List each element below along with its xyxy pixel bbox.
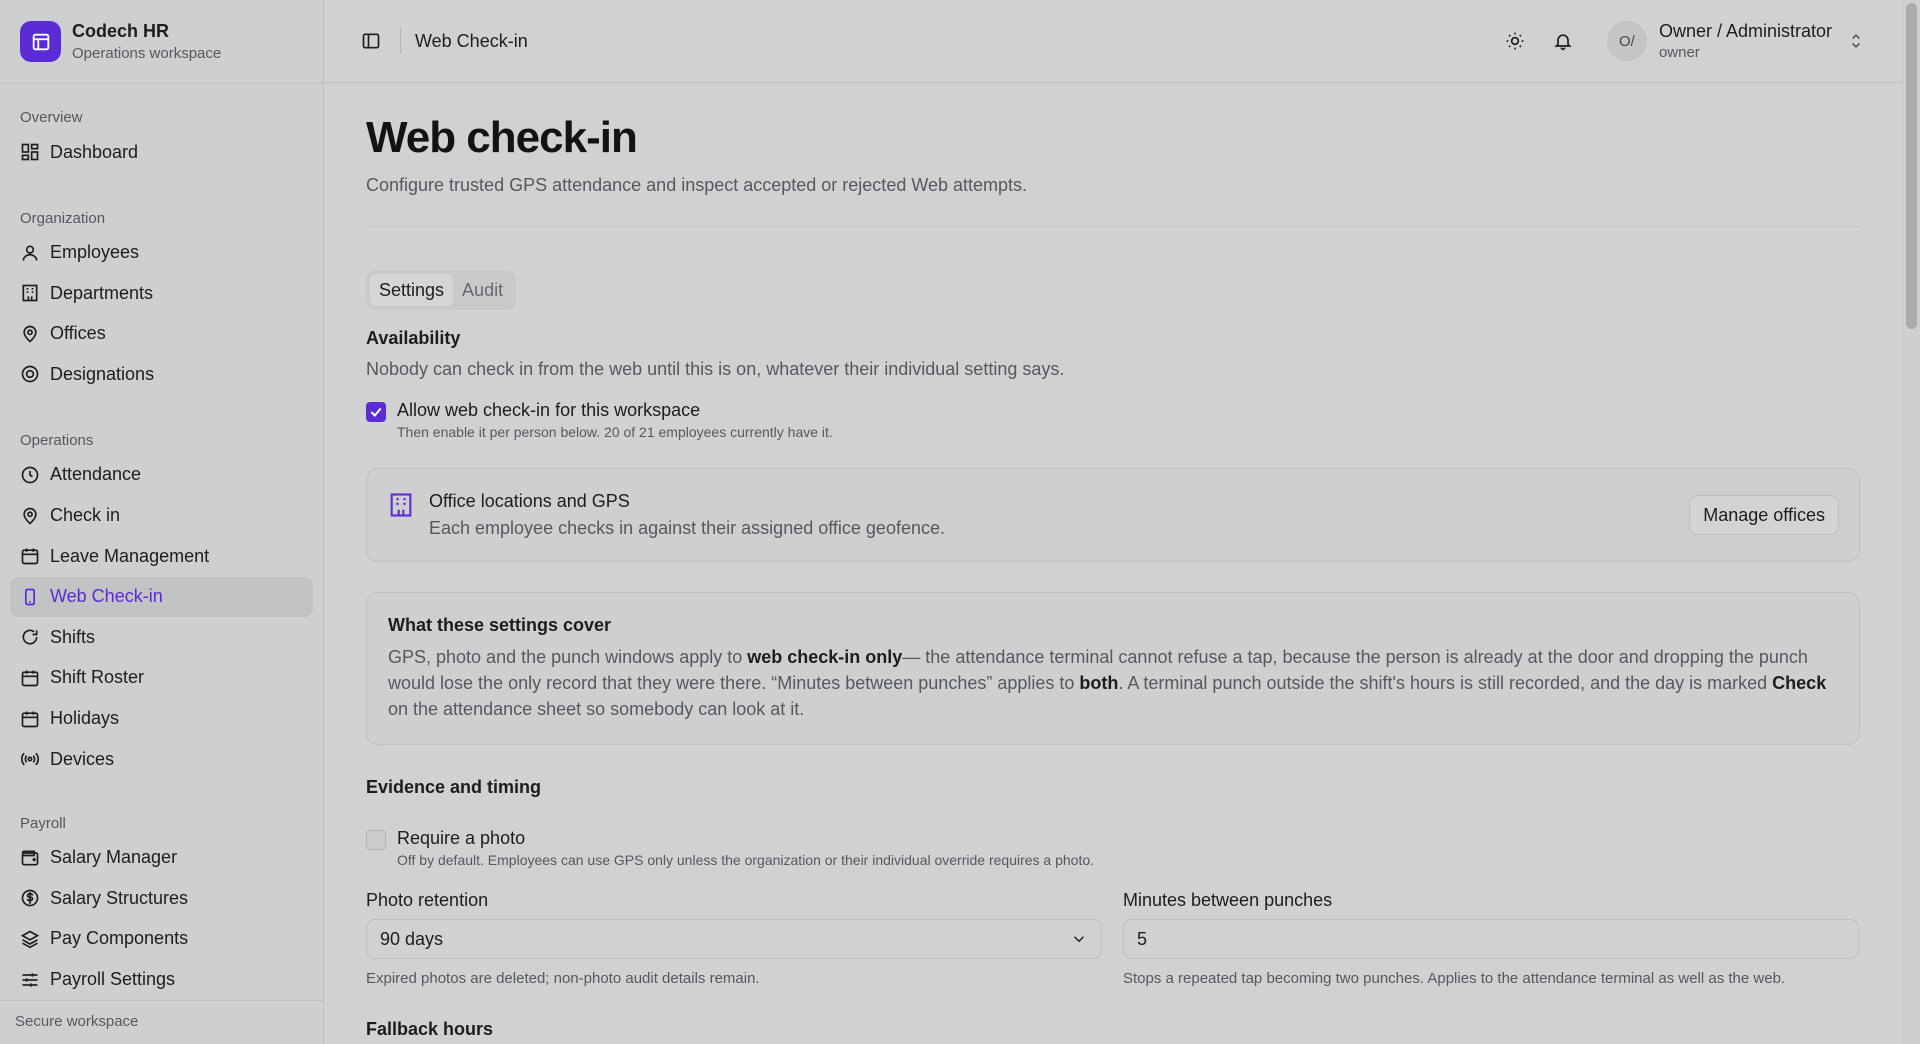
user-role: owner — [1658, 44, 1700, 61]
sidebar-item-payroll-settings[interactable] — [10, 960, 313, 1000]
sidebar-item-dashboard[interactable] — [10, 132, 313, 172]
sidebar-item-label: Shifts — [50, 626, 96, 647]
topbar — [325, 0, 1902, 83]
nav-section-organization: Organization — [20, 209, 106, 227]
sidebar-item-label: Employees — [50, 242, 140, 263]
sidebar-item-label: Dashboard — [50, 141, 139, 162]
page-subtitle: Configure trusted GPS attendance and inspect accepted or rejected Web attempts. — [366, 175, 1028, 195]
allow-web-check-in-help: Then enable it per person below. 20 of 21 employees currently have it. — [397, 424, 833, 440]
user-icon — [20, 243, 40, 263]
photo-retention-value: 90 days — [380, 928, 444, 949]
badge-icon — [20, 364, 40, 384]
require-photo-help: Off by default. Employees can use GPS only unless the organization or their individual override requires a photo. — [397, 852, 1095, 868]
layers-icon — [20, 929, 40, 949]
sidebar-item-label: Shift Roster — [50, 667, 145, 688]
photo-retention-select[interactable] — [366, 919, 1102, 959]
chevron-down-icon — [1070, 930, 1088, 948]
user-name: Owner / Administrator — [1658, 21, 1832, 41]
minutes-between-punches-value: 5 — [1137, 928, 1148, 949]
sidebar-item-leave-management[interactable] — [10, 536, 313, 576]
calendar-icon — [20, 546, 40, 566]
calendar-icon — [20, 668, 40, 688]
topbar-title: Web Check-in — [415, 30, 528, 51]
sidebar-item-label: Holidays — [50, 708, 120, 729]
sidebar-item-departments[interactable] — [10, 273, 313, 313]
sidebar-item-label: Departments — [50, 282, 154, 303]
brand[interactable] — [0, 0, 323, 84]
brand-name: Codech HR — [72, 21, 170, 41]
sidebar-item-holidays[interactable] — [10, 699, 313, 739]
nav-section-payroll: Payroll — [20, 814, 66, 832]
sidebar-item-label: Salary Structures — [50, 887, 189, 908]
minutes-between-punches-input[interactable] — [1123, 919, 1859, 959]
availability-title: Availability — [366, 328, 461, 348]
sidebar-item-pay-components[interactable] — [10, 919, 313, 959]
sidebar-toggle-icon — [361, 31, 381, 51]
sidebar-item-label: Designations — [50, 363, 155, 384]
clock-icon — [20, 465, 40, 485]
require-photo-label[interactable]: Require a photo — [397, 828, 526, 848]
sidebar-item-web-check-in[interactable] — [10, 577, 313, 617]
page-title: Web check-in — [366, 113, 637, 162]
dashboard-icon — [20, 142, 40, 162]
office-card-description: Each employee checks in against their assigned office geofence. — [429, 518, 945, 538]
sidebar — [0, 0, 324, 1044]
chevron-up-down-icon[interactable] — [1846, 31, 1866, 51]
sidebar-item-label: Payroll Settings — [50, 969, 176, 989]
brand-logo-icon — [20, 21, 61, 62]
sun-icon — [1505, 31, 1525, 51]
theme-toggle-button[interactable] — [1495, 21, 1535, 61]
photo-retention-help: Expired photos are deleted; non-photo audit details remain. — [366, 970, 760, 987]
sidebar-item-label: Salary Manager — [50, 847, 178, 868]
sidebar-item-label: Devices — [50, 748, 115, 769]
sidebar-nav — [0, 84, 323, 1000]
allow-web-check-in-checkbox[interactable] — [366, 402, 386, 422]
map-pin-icon — [20, 506, 40, 526]
check-icon — [369, 405, 383, 419]
sliders-icon — [20, 970, 40, 990]
settings-cover-card — [366, 592, 1860, 745]
sidebar-item-label: Leave Management — [50, 545, 210, 566]
availability-description: Nobody can check in from the web until this is on, whatever their individual setting says. — [366, 359, 1065, 379]
minutes-between-punches-help: Stops a repeated tap becoming two punches. Applies to the attendance terminal as well as the web. — [1123, 970, 1786, 987]
building-icon — [387, 491, 415, 519]
sidebar-item-attendance[interactable] — [10, 455, 313, 495]
divider — [366, 226, 1860, 227]
sidebar-item-label: Offices — [50, 323, 106, 344]
radio-icon — [20, 749, 40, 769]
nav-section-overview: Overview — [20, 109, 83, 126]
photo-retention-label: Photo retention — [366, 890, 489, 910]
sidebar-item-employees[interactable] — [10, 233, 313, 273]
sidebar-item-label: Pay Components — [50, 928, 189, 949]
tab-list — [366, 270, 516, 310]
refresh-icon — [20, 627, 40, 647]
tab-settings[interactable]: Settings — [370, 274, 453, 306]
sidebar-item-offices[interactable] — [10, 314, 313, 354]
building-icon — [20, 283, 40, 303]
cover-text: GPS, photo and the punch windows apply to web check-in only— the attendance terminal cannot refuse a tap, because the person is already at the door and dropping the punch would lose the only record that they were there. “Minutes between punches” applies to both. A terminal punch outside the shift's hours is still recorded, and the day is marked Check on the attendance sheet so somebody can look at it. — [388, 647, 1827, 719]
sidebar-item-check-in[interactable] — [10, 496, 313, 536]
scrollbar-thumb[interactable] — [1906, 3, 1917, 329]
cover-title: What these settings cover — [388, 615, 612, 635]
manage-offices-button[interactable]: Manage offices — [1689, 495, 1839, 535]
tab-audit[interactable]: Audit — [462, 280, 504, 300]
sidebar-item-salary-manager[interactable] — [10, 838, 313, 878]
require-photo-checkbox[interactable] — [366, 830, 386, 850]
nav-section-operations: Operations — [20, 431, 94, 449]
sidebar-item-label: Web Check-in — [50, 586, 163, 607]
sidebar-item-label: Check in — [50, 505, 121, 526]
sidebar-item-shift-roster[interactable] — [10, 658, 313, 698]
evidence-title: Evidence and timing — [366, 777, 542, 797]
office-locations-card — [366, 468, 1860, 562]
avatar[interactable]: O/ — [1607, 21, 1647, 61]
dollar-icon — [20, 888, 40, 908]
page-scrollbar[interactable] — [1902, 0, 1920, 1044]
sidebar-item-devices[interactable] — [10, 739, 313, 779]
allow-web-check-in-label[interactable]: Allow web check-in for this workspace — [397, 400, 701, 420]
user-menu[interactable] — [1659, 21, 1832, 61]
sidebar-toggle-button[interactable] — [352, 22, 390, 60]
notifications-button[interactable] — [1543, 21, 1583, 61]
sidebar-item-salary-structures[interactable] — [10, 878, 313, 918]
wallet-icon — [20, 848, 40, 868]
sidebar-item-designations[interactable] — [10, 354, 313, 394]
brand-subtitle: Operations workspace — [72, 45, 222, 62]
map-pin-icon — [20, 324, 40, 344]
office-card-title: Office locations and GPS — [429, 491, 630, 511]
topbar-divider — [400, 28, 401, 54]
fallback-hours-title: Fallback hours — [366, 1019, 494, 1039]
bell-icon — [1553, 31, 1573, 51]
phone-icon — [20, 587, 40, 607]
minutes-between-punches-label: Minutes between punches — [1123, 890, 1333, 910]
sidebar-item-shifts[interactable] — [10, 617, 313, 657]
sidebar-item-label: Attendance — [50, 464, 142, 485]
sidebar-footer: Secure workspace — [0, 1000, 323, 1044]
calendar-icon — [20, 709, 40, 729]
main-content — [366, 83, 1860, 1044]
